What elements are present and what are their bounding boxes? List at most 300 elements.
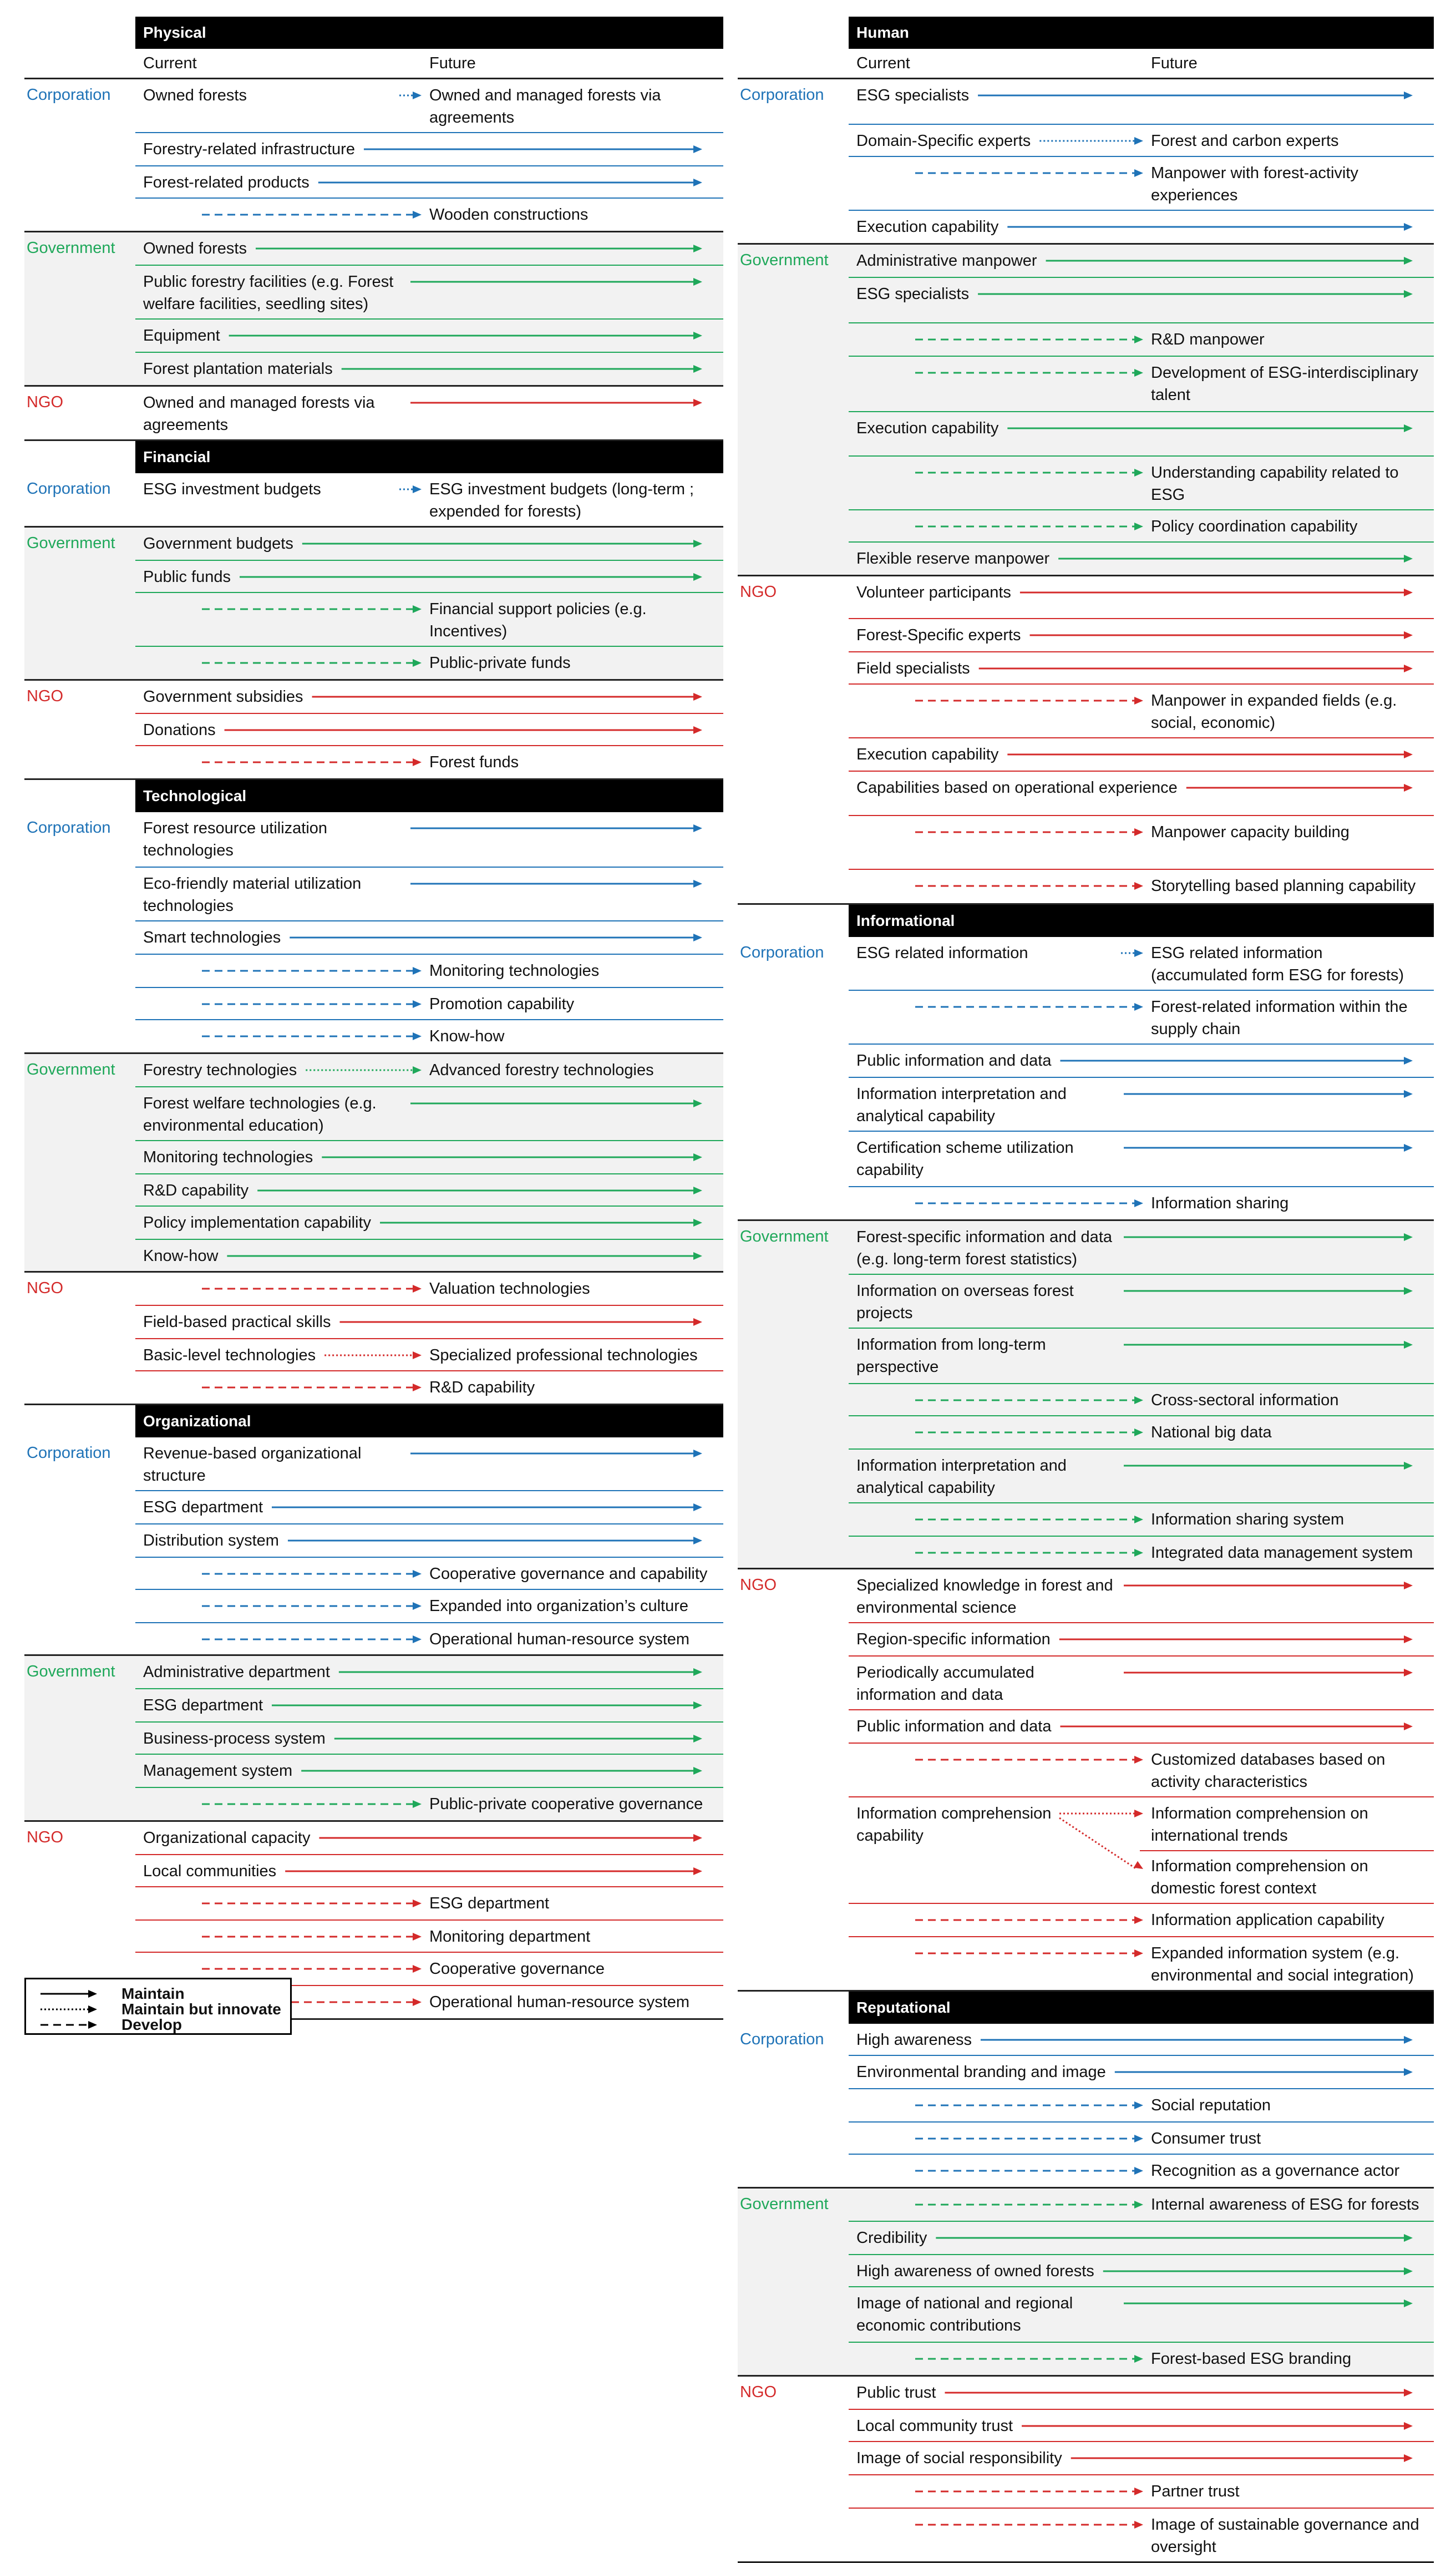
future-resource: ESG investment budgets (long-term ; expended for forests) (429, 480, 694, 520)
arrow-arrowhead (1404, 92, 1413, 99)
resource-row (849, 1275, 1434, 1329)
resource-row (849, 543, 1434, 575)
resource-row (849, 738, 1434, 772)
transition-arrow (135, 1689, 723, 1721)
arrow-arrowhead (1134, 2488, 1143, 2495)
arrow-arrowhead (413, 1384, 422, 1391)
arrow-arrowhead (413, 1800, 422, 1808)
actor-label: Government (27, 239, 115, 257)
current-resource: Business-process system (143, 1730, 326, 1748)
future-resource: Information comprehension on international trends (1151, 1805, 1368, 1845)
resource-row (849, 1329, 1434, 1384)
section-title: Informational (849, 905, 1434, 937)
arrow-arrowhead (693, 1701, 702, 1709)
transition-arrow (135, 1174, 723, 1205)
arrow-arrowhead (1404, 1582, 1413, 1589)
future-resource: Valuation technologies (429, 1280, 590, 1298)
transition-arrow (135, 1887, 723, 1919)
legend-arrowhead (88, 2005, 97, 2013)
resource-row (849, 2222, 1434, 2255)
resource-row (849, 2442, 1434, 2475)
transition-arrow (135, 681, 723, 713)
legend-arrow-dotted (39, 2002, 100, 2017)
arrow-arrowhead (693, 1318, 702, 1326)
section-technological (24, 780, 723, 1405)
transition-arrow (849, 1623, 1434, 1655)
transition-arrow (849, 125, 1434, 156)
transition-arrow (849, 2024, 1434, 2055)
future-resource: Owned and managed forests via agreements (429, 87, 661, 126)
arrow-arrowhead (1404, 2299, 1413, 2307)
transition-arrow (849, 738, 1434, 771)
transition-arrow (135, 714, 723, 745)
future-resource: Manpower in expanded fields (e.g. social, economic) (1151, 692, 1397, 732)
resource-row (135, 1339, 723, 1371)
resource-row (849, 652, 1434, 685)
resource-row (849, 157, 1434, 211)
resource-row (849, 2024, 1434, 2056)
future-resource: Forest and carbon experts (1151, 132, 1339, 150)
current-resource: Periodically accumulated information and data (856, 1664, 1034, 1704)
section-title: Financial (135, 441, 723, 473)
resource-row (849, 870, 1434, 903)
arrow-arrowhead (1404, 290, 1413, 298)
resource-row (135, 353, 723, 385)
resource-row (135, 812, 723, 868)
future-resource: ESG department (429, 1895, 549, 1912)
left-column (24, 17, 723, 2020)
arrow-arrowhead (693, 540, 702, 548)
transition-arrow (849, 510, 1434, 541)
future-resource: Customized databases based on activity characteristics (1151, 1751, 1386, 1791)
future-resource: Cooperative governance and capability (429, 1565, 708, 1583)
transition-arrow (849, 685, 1434, 737)
future-resource: Recognition as a governance actor (1151, 2162, 1400, 2180)
transition-arrow (135, 1339, 723, 1370)
actor-group-government (24, 528, 723, 681)
resource-row (135, 1273, 723, 1306)
future-resource: Cross-sectoral information (1151, 1391, 1339, 1409)
resource-row (849, 1904, 1434, 1937)
arrow-arrowhead (1134, 1949, 1143, 1957)
transition-arrow (135, 1623, 723, 1654)
resource-row (849, 2123, 1434, 2155)
current-resource: Flexible reserve manpower (856, 550, 1050, 568)
arrow-arrowhead (413, 92, 422, 99)
actor-group-government (24, 232, 723, 387)
transition-arrow (849, 1221, 1434, 1274)
resource-row (849, 1132, 1434, 1187)
arrow-arrowhead (1134, 1516, 1143, 1523)
transition-arrow (135, 1437, 723, 1490)
resource-row (849, 1797, 1434, 1904)
actor-label: Government (27, 1663, 115, 1680)
future-resource: Promotion capability (429, 995, 575, 1013)
arrow-arrowhead (1134, 523, 1143, 530)
resource-row (849, 2377, 1434, 2410)
transition-arrow (135, 199, 723, 231)
resource-row (849, 685, 1434, 738)
current-resource: ESG department (143, 1696, 263, 1714)
transition-arrow (135, 812, 723, 867)
resource-row (135, 1524, 723, 1558)
arrow-arrowhead (1134, 336, 1143, 343)
transition-arrow (849, 2123, 1434, 2154)
transition-arrow (135, 1207, 723, 1239)
future-resource: Information application capability (1151, 1911, 1384, 1929)
future-resource: Specialized professional technologies (429, 1346, 698, 1364)
resource-row (849, 1416, 1434, 1450)
arrow-arrowhead (413, 1900, 422, 1907)
arrow-arrowhead (1134, 828, 1143, 836)
arrow-arrowhead (1404, 2234, 1413, 2242)
transition-arrow (849, 543, 1434, 575)
resource-row (849, 1710, 1434, 1744)
future-resource: Monitoring technologies (429, 962, 600, 980)
transition-arrow (849, 1384, 1434, 1415)
group-background (738, 245, 849, 575)
section-physical (24, 17, 723, 441)
arrow-arrowhead (693, 278, 702, 286)
current-resource: Forest-related products (143, 174, 310, 191)
transition-arrow (849, 816, 1434, 869)
transition-arrow (849, 2509, 1434, 2561)
resource-row (135, 1656, 723, 1689)
current-resource: Forest resource utilization technologies (143, 819, 328, 859)
actor-label: Corporation (27, 480, 111, 498)
current-resource: Information interpretation and analytical capability (856, 1085, 1067, 1125)
current-resource: Information from long-term perspective (856, 1336, 1046, 1376)
header-future: Future (429, 54, 476, 72)
legend-label: Maintain (121, 1985, 185, 2002)
transition-arrow (135, 868, 723, 920)
transition-arrow (849, 457, 1434, 509)
arrow-arrowhead (413, 211, 422, 219)
arrow-arrowhead (693, 1450, 702, 1457)
transition-arrow (135, 1855, 723, 1886)
resource-row (849, 1569, 1434, 1623)
resource-row (849, 79, 1434, 125)
arrow-arrowhead (1404, 223, 1413, 231)
arrow-arrowhead (693, 1153, 702, 1161)
header-future: Future (1151, 54, 1198, 72)
actor-label: NGO (27, 687, 64, 705)
actor-label: NGO (27, 1828, 64, 1846)
actor-label: NGO (740, 583, 777, 601)
arrow-arrowhead (693, 1187, 702, 1194)
actor-group-corporation (24, 79, 723, 232)
current-resource: Policy implementation capability (143, 1214, 372, 1232)
current-resource: Know-how (143, 1247, 219, 1265)
header-current: Current (856, 54, 910, 72)
transition-arrow (849, 2222, 1434, 2254)
transition-arrow (849, 1744, 1434, 1796)
arrow-arrowhead (693, 693, 702, 701)
current-resource: Management system (143, 1762, 293, 1780)
transition-arrow (135, 387, 723, 439)
arrow-arrowhead (413, 659, 422, 667)
transition-arrow (135, 746, 723, 778)
resource-row (135, 593, 723, 647)
current-resource: Owned forests (143, 87, 247, 104)
actor-label: Corporation (27, 86, 111, 104)
resource-row (135, 1437, 723, 1491)
resource-row (849, 278, 1434, 323)
column-headers (24, 49, 723, 79)
legend-arrowhead (88, 2021, 97, 2029)
arrow-arrowhead (1134, 2201, 1143, 2209)
arrow-arrowhead (1404, 555, 1413, 563)
arrow-arrowhead (1404, 2422, 1413, 2430)
resource-row (849, 1221, 1434, 1275)
arrow-arrowhead (1404, 589, 1413, 596)
current-resource: Information on overseas forest projects (856, 1282, 1074, 1322)
transition-arrow (849, 2089, 1434, 2121)
section-title: Organizational (135, 1405, 723, 1437)
current-resource: Certification scheme utilization capability (856, 1139, 1074, 1179)
actor-label: Government (27, 1061, 115, 1078)
transition-arrow (849, 1078, 1434, 1131)
actor-group-corporation (738, 937, 1434, 1221)
future-resource: Public-private cooperative governance (429, 1795, 703, 1813)
resource-row (135, 166, 723, 199)
future-resource: Development of ESG-interdisciplinary talent (1151, 364, 1418, 404)
actor-group-government (24, 1656, 723, 1822)
transition-arrow (135, 266, 723, 318)
arrow-arrowhead (693, 1219, 702, 1227)
arrow-arrowhead (413, 1000, 422, 1008)
resource-row (849, 125, 1434, 157)
resource-row (135, 1855, 723, 1887)
transition-arrow (849, 1503, 1434, 1536)
current-resource: Local communities (143, 1862, 277, 1880)
resource-row (135, 1689, 723, 1723)
resource-rows (135, 681, 723, 778)
resource-row (135, 1207, 723, 1240)
current-resource: Forest plantation materials (143, 360, 333, 378)
resource-rows (135, 232, 723, 385)
transition-arrow (135, 1087, 723, 1140)
future-resource: Forest funds (429, 753, 519, 771)
current-resource: Specialized knowledge in forest and environmental science (856, 1577, 1113, 1617)
arrow-arrowhead (693, 1252, 702, 1260)
future-resource: Operational human-resource system (429, 1630, 690, 1648)
transition-arrow (135, 561, 723, 592)
resource-rows (135, 812, 723, 1052)
arrow-arrowhead (1404, 1090, 1413, 1098)
arrow-arrowhead (693, 1668, 702, 1676)
current-resource: Forest welfare technologies (e.g. environmental education) (143, 1095, 377, 1134)
transition-arrow (849, 323, 1434, 356)
current-resource: Government budgets (143, 535, 293, 553)
resource-row (849, 772, 1434, 816)
actor-group-ngo (24, 387, 723, 441)
actor-label: Corporation (27, 1444, 111, 1462)
transition-arrow (849, 1657, 1434, 1709)
resource-row (135, 647, 723, 679)
transition-arrow (849, 211, 1434, 243)
current-resource: Government subsidies (143, 688, 303, 706)
current-resource: Owned and managed forests via agreements (143, 394, 375, 434)
current-resource: High awareness of owned forests (856, 2262, 1094, 2280)
arrow-arrowhead (1404, 2068, 1413, 2076)
future-resource: Manpower capacity building (1151, 823, 1350, 841)
transition-arrow (849, 412, 1434, 455)
future-resource: Understanding capability related to ESG (1151, 464, 1399, 504)
arrow-arrowhead (1134, 697, 1143, 705)
current-resource: Image of national and regional economic contributions (856, 2294, 1073, 2334)
resource-rows (849, 576, 1434, 903)
actor-group-government (738, 245, 1434, 576)
resource-row (135, 746, 723, 778)
current-resource: Volunteer participants (856, 584, 1011, 601)
actor-label: NGO (740, 1576, 777, 1594)
transition-arrow (849, 1187, 1434, 1219)
arrow-arrowhead (413, 605, 422, 613)
current-resource: R&D capability (143, 1182, 249, 1199)
resource-row (849, 619, 1434, 652)
arrow-arrowhead (413, 1570, 422, 1578)
section-reputational (738, 1992, 1434, 2563)
transition-arrow (135, 1656, 723, 1688)
arrow-arrowhead (1134, 1916, 1143, 1924)
resource-row (135, 1054, 723, 1087)
transition-arrow (135, 1240, 723, 1271)
future-resource: Internal awareness of ESG for forests (1151, 2196, 1419, 2214)
arrow-arrowhead (693, 365, 702, 373)
transition-arrow (849, 1797, 1434, 1903)
arrow-arrowhead (1404, 631, 1413, 639)
current-resource: Basic-level technologies (143, 1346, 316, 1364)
resource-row (135, 1755, 723, 1788)
arrow-arrowhead (1134, 1003, 1143, 1011)
current-resource: Donations (143, 721, 216, 739)
future-resource: Expanded into organization’s culture (429, 1597, 689, 1615)
resource-rows (135, 1054, 723, 1271)
arrow-arrowhead (1404, 751, 1413, 758)
arrow-arrowhead (693, 1537, 702, 1544)
resource-rows (849, 937, 1434, 1219)
resource-row (135, 232, 723, 266)
future-resource: Operational human-resource system (429, 1993, 690, 2011)
arrow-arrowhead (413, 1351, 422, 1359)
transition-arrow (849, 1537, 1434, 1568)
group-background (24, 1054, 135, 1271)
transition-arrow (135, 1558, 723, 1589)
transition-arrow (849, 1329, 1434, 1383)
legend-label: Develop (121, 2016, 182, 2033)
legend-arrowhead (88, 1990, 97, 1998)
actor-label: NGO (27, 1279, 64, 1297)
transition-arrow (849, 2056, 1434, 2088)
actor-label: Government (27, 534, 115, 552)
resource-rows (135, 387, 723, 439)
transition-arrow (849, 772, 1434, 815)
resource-row (849, 1937, 1434, 1990)
transition-arrow (135, 1371, 723, 1404)
resource-row (135, 320, 723, 353)
section-title: Human (849, 17, 1434, 49)
header-current: Current (143, 54, 197, 72)
transition-arrow (135, 528, 723, 560)
transition-arrow (135, 1054, 723, 1086)
future-resource: National big data (1151, 1424, 1272, 1441)
current-resource: Environmental branding and image (856, 2063, 1106, 2081)
resource-rows (135, 1273, 723, 1404)
actor-label: Government (740, 251, 829, 269)
group-background (738, 1221, 849, 1568)
resource-row (135, 988, 723, 1020)
transition-arrow (849, 157, 1434, 210)
transition-arrow (135, 1306, 723, 1338)
current-resource: Revenue-based organizational structure (143, 1445, 362, 1485)
arrow-arrowhead (693, 399, 702, 407)
transition-arrow (135, 320, 723, 352)
future-resource: Forest-based ESG branding (1151, 2350, 1352, 2368)
resource-row (849, 323, 1434, 357)
current-resource: ESG department (143, 1498, 263, 1516)
arrow-arrowhead (1404, 1669, 1413, 1676)
arrow-arrowhead (1404, 2267, 1413, 2275)
transition-arrow (849, 2377, 1434, 2409)
current-resource: Forestry technologies (143, 1061, 297, 1079)
transition-arrow (849, 2343, 1434, 2375)
transition-arrow (135, 1788, 723, 1820)
arrow-arrowhead (693, 934, 702, 941)
resource-row (849, 457, 1434, 510)
current-resource: Public information and data (856, 1718, 1052, 1735)
current-resource: Capabilities based on operational experience (856, 779, 1178, 797)
resource-rows (849, 2377, 1434, 2561)
current-resource: Public funds (143, 568, 231, 586)
transition-arrow (135, 473, 723, 526)
transition-arrow (135, 1755, 723, 1787)
arrow-arrowhead (693, 1867, 702, 1875)
arrow-arrowhead (1134, 2135, 1143, 2142)
resource-row (135, 1723, 723, 1755)
resource-row (849, 1450, 1434, 1503)
resource-row (849, 1078, 1434, 1132)
transition-arrow (849, 1569, 1434, 1622)
arrow-arrowhead (413, 1998, 422, 2006)
resource-row (135, 1558, 723, 1590)
current-resource: Organizational capacity (143, 1829, 311, 1847)
current-resource: Public forestry facilities (e.g. Forest welfare facilities, seedling sites) (143, 273, 394, 313)
resource-row (135, 1371, 723, 1404)
resource-row (135, 1921, 723, 1953)
arrow-arrowhead (1134, 1396, 1143, 1404)
transition-arrow (135, 79, 723, 132)
actor-label: Government (740, 2195, 829, 2213)
transition-arrow (135, 988, 723, 1019)
transition-arrow (849, 1450, 1434, 1502)
actor-label: Government (740, 1228, 829, 1245)
transition-arrow (135, 647, 723, 679)
arrow-arrowhead (693, 726, 702, 734)
resource-row (135, 528, 723, 561)
arrow-arrowhead (1404, 1341, 1413, 1349)
actor-group-ngo (738, 576, 1434, 905)
legend-label: Maintain but innovate (121, 2000, 281, 2018)
transition-arrow (849, 1904, 1434, 1936)
section-human (738, 17, 1434, 905)
transition-arrow (849, 870, 1434, 903)
resource-row (849, 576, 1434, 619)
resource-rows (849, 1221, 1434, 1568)
arrow-lower-arrowhead (1134, 1861, 1143, 1869)
current-resource: Execution capability (856, 419, 999, 437)
future-resource: Public-private funds (429, 654, 571, 672)
